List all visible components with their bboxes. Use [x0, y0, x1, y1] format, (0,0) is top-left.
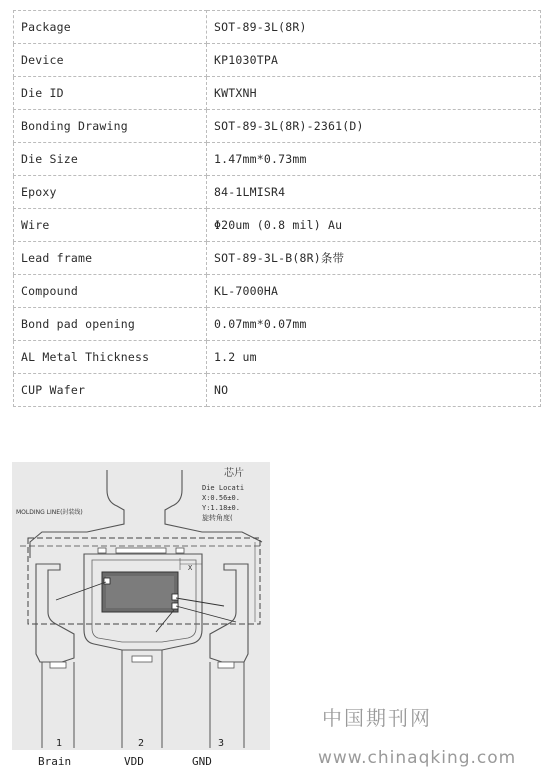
- pin-label-brain: Brain: [38, 755, 72, 768]
- pin-number-2: 2: [138, 738, 145, 749]
- pin-number-1: 1: [56, 738, 63, 749]
- spec-row: [14, 308, 541, 341]
- spec-label: Bond pad opening: [14, 308, 207, 341]
- spec-value: SOT-89-3L(8R)-2361(D): [207, 110, 541, 143]
- spec-row: [14, 11, 541, 44]
- spec-label: Device: [14, 44, 207, 77]
- bonding-drawing: [12, 462, 270, 750]
- spec-row: [14, 176, 541, 209]
- spec-label: Wire: [14, 209, 207, 242]
- spec-value: 84-1LMISR4: [207, 176, 541, 209]
- pin-number-3: 3: [218, 738, 225, 749]
- watermark-url: www.chinaqking.com: [318, 748, 517, 768]
- spec-label: Die ID: [14, 77, 207, 110]
- spec-value: SOT-89-3L-B(8R)条带: [207, 242, 541, 275]
- spec-value: 1.47mm*0.73mm: [207, 143, 541, 176]
- spec-row: [14, 341, 541, 374]
- spec-value: SOT-89-3L(8R): [207, 11, 541, 44]
- spec-table: [13, 10, 541, 407]
- spec-label: Bonding Drawing: [14, 110, 207, 143]
- die-location-label: Die Locati: [202, 484, 245, 492]
- y-coordinate: Y:1.18±0.: [202, 504, 240, 512]
- watermark-cn: 中国期刊网: [322, 706, 432, 730]
- dimension-x-label: X: [188, 564, 193, 572]
- spec-label: Compound: [14, 275, 207, 308]
- spec-row: [14, 209, 541, 242]
- spec-label: Die Size: [14, 143, 207, 176]
- bonding-drawing-svg: [12, 462, 270, 750]
- spec-value: KWTXNH: [207, 77, 541, 110]
- pin-labels: [0, 755, 300, 771]
- spec-value: 1.2 um: [207, 341, 541, 374]
- spec-value: NO: [207, 374, 541, 407]
- spec-row: [14, 44, 541, 77]
- spec-row: [14, 110, 541, 143]
- spec-label: AL Metal Thickness: [14, 341, 207, 374]
- spec-row: [14, 275, 541, 308]
- x-coordinate: X:0.56±0.: [202, 494, 240, 502]
- rotation-label: 旋转角度(: [202, 514, 233, 522]
- spec-row: [14, 77, 541, 110]
- spec-value: 0.07mm*0.07mm: [207, 308, 541, 341]
- spec-label: Lead frame: [14, 242, 207, 275]
- molding-line-label: MOLDING LINE(封装线): [16, 509, 83, 516]
- spec-label: Epoxy: [14, 176, 207, 209]
- spec-label: CUP Wafer: [14, 374, 207, 407]
- spec-row: [14, 242, 541, 275]
- chip-title: 芯片: [224, 468, 244, 479]
- pin-label-vdd: VDD: [124, 755, 144, 768]
- spec-value: KL-7000HA: [207, 275, 541, 308]
- spec-row: [14, 143, 541, 176]
- spec-row: [14, 374, 541, 407]
- spec-value: KP1030TPA: [207, 44, 541, 77]
- pin-label-gnd: GND: [192, 755, 212, 768]
- spec-value: Φ20um (0.8 mil) Au: [207, 209, 541, 242]
- spec-label: Package: [14, 11, 207, 44]
